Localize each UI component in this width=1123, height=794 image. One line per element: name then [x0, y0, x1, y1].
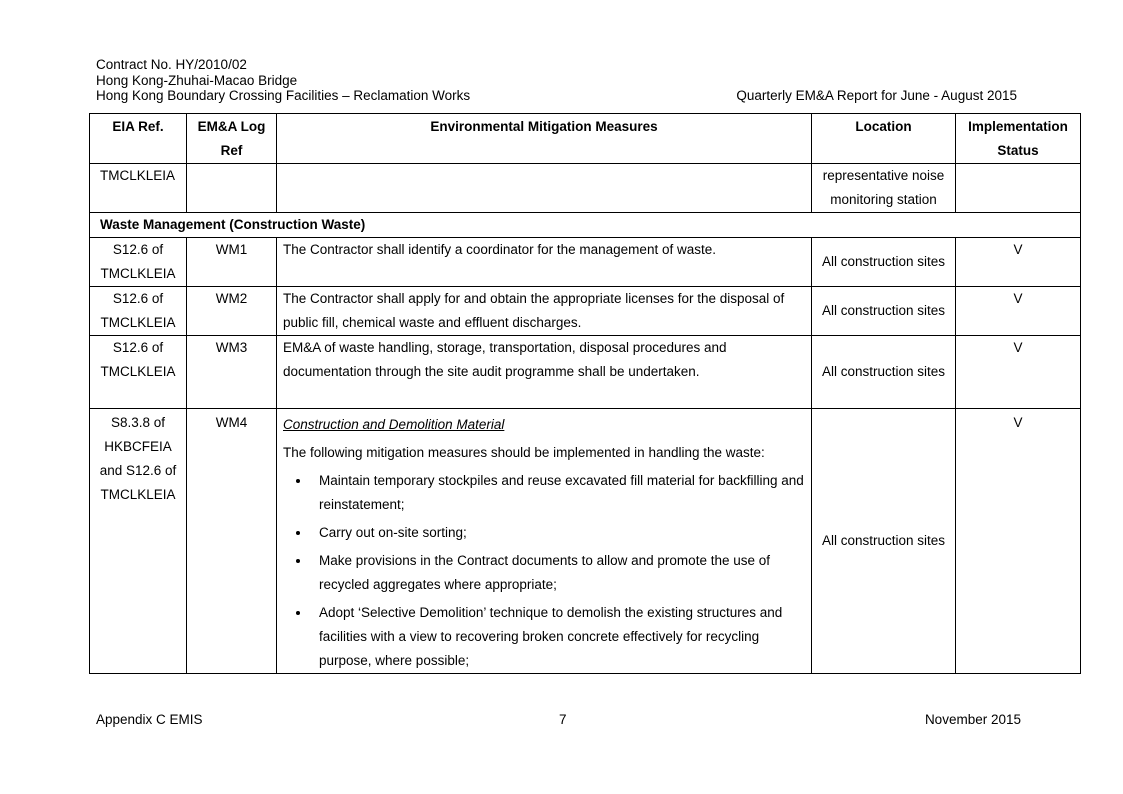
measure-bullet-list — [283, 469, 805, 673]
table-header-row — [90, 114, 1081, 164]
page-footer — [96, 712, 1021, 727]
table-row — [90, 336, 1081, 409]
eia-ref-cell: S12.6 of TMCLKLEIA — [90, 238, 187, 287]
header-location: Location — [812, 114, 956, 164]
list-item: • Make provisions in the Contract documents to allow and promote the use of recycled aggregates where appropriate; — [311, 549, 805, 597]
measure-cell: The Contractor shall identify a coordinator for the management of waste. — [277, 238, 812, 287]
table-row — [90, 164, 1081, 213]
location-cell: All construction sites — [812, 336, 956, 409]
header-eia-ref: EIA Ref. — [90, 114, 187, 164]
page-header — [96, 57, 1017, 104]
header-status: Implementation Status — [956, 114, 1081, 164]
measure-cell — [277, 409, 812, 674]
measure-cell: The Contractor shall apply for and obtain the appropriate licenses for the disposal of public fill, chemical waste and effluent discharges. — [277, 287, 812, 336]
status-cell: V — [956, 238, 1081, 287]
status-cell: V — [956, 287, 1081, 336]
log-ref-cell: WM4 — [187, 409, 277, 674]
works-name: Hong Kong Boundary Crossing Facilities – Reclamation Works — [96, 88, 471, 103]
status-cell: V — [956, 336, 1081, 409]
appendix-label: Appendix C EMIS — [96, 712, 203, 727]
measure-cell — [277, 164, 812, 213]
page-number: 7 — [559, 712, 567, 727]
header-log-ref: EM&A Log Ref — [187, 114, 277, 164]
log-ref-cell: WM1 — [187, 238, 277, 287]
section-row — [90, 213, 1081, 238]
project-name: Hong Kong-Zhuhai-Macao Bridge — [96, 72, 298, 88]
log-ref-cell: WM3 — [187, 336, 277, 409]
list-item: • Carry out on-site sorting; — [311, 521, 805, 545]
measure-cell: EM&A of waste handling, storage, transportation, disposal procedures and documentation through the site audit programme shall be undertaken. — [277, 336, 812, 409]
status-cell — [956, 164, 1081, 213]
table-row — [90, 238, 1081, 287]
measure-heading: Construction and Demolition Material — [283, 417, 505, 432]
eia-ref-cell: S12.6 of TMCLKLEIA — [90, 336, 187, 409]
report-date: November 2015 — [924, 712, 1021, 727]
eia-ref-cell: S8.3.8 of HKBCFEIA and S12.6 of TMCLKLEIA — [90, 409, 187, 674]
table-row — [90, 287, 1081, 336]
measure-intro: The following mitigation measures should be implemented in handling the waste: — [283, 445, 765, 460]
eia-ref-cell: TMCLKLEIA — [90, 164, 187, 213]
log-ref-cell — [187, 164, 277, 213]
location-cell: All construction sites — [812, 238, 956, 287]
header-measures: Environmental Mitigation Measures — [277, 114, 812, 164]
eia-ref-cell: S12.6 of TMCLKLEIA — [90, 287, 187, 336]
report-title: Quarterly EM&A Report for June - August 2015 — [736, 88, 1017, 103]
location-cell: representative noise monitoring station — [812, 164, 956, 213]
location-cell: All construction sites — [812, 409, 956, 674]
list-item: • Maintain temporary stockpiles and reuse excavated fill material for backfilling and reinstatement; — [311, 469, 805, 517]
location-cell: All construction sites — [812, 287, 956, 336]
status-cell: V — [956, 409, 1081, 674]
mitigation-measures-table — [89, 113, 1081, 674]
list-item: • Adopt ‘Selective Demolition’ technique to demolish the existing structures and facilities with a view to recovering broken concrete effectively for recycling purpose, where possible; — [311, 601, 805, 673]
table-row — [90, 409, 1081, 674]
log-ref-cell: WM2 — [187, 287, 277, 336]
section-title: Waste Management (Construction Waste) — [90, 213, 1081, 238]
contract-number: Contract No. HY/2010/02 — [96, 57, 247, 72]
